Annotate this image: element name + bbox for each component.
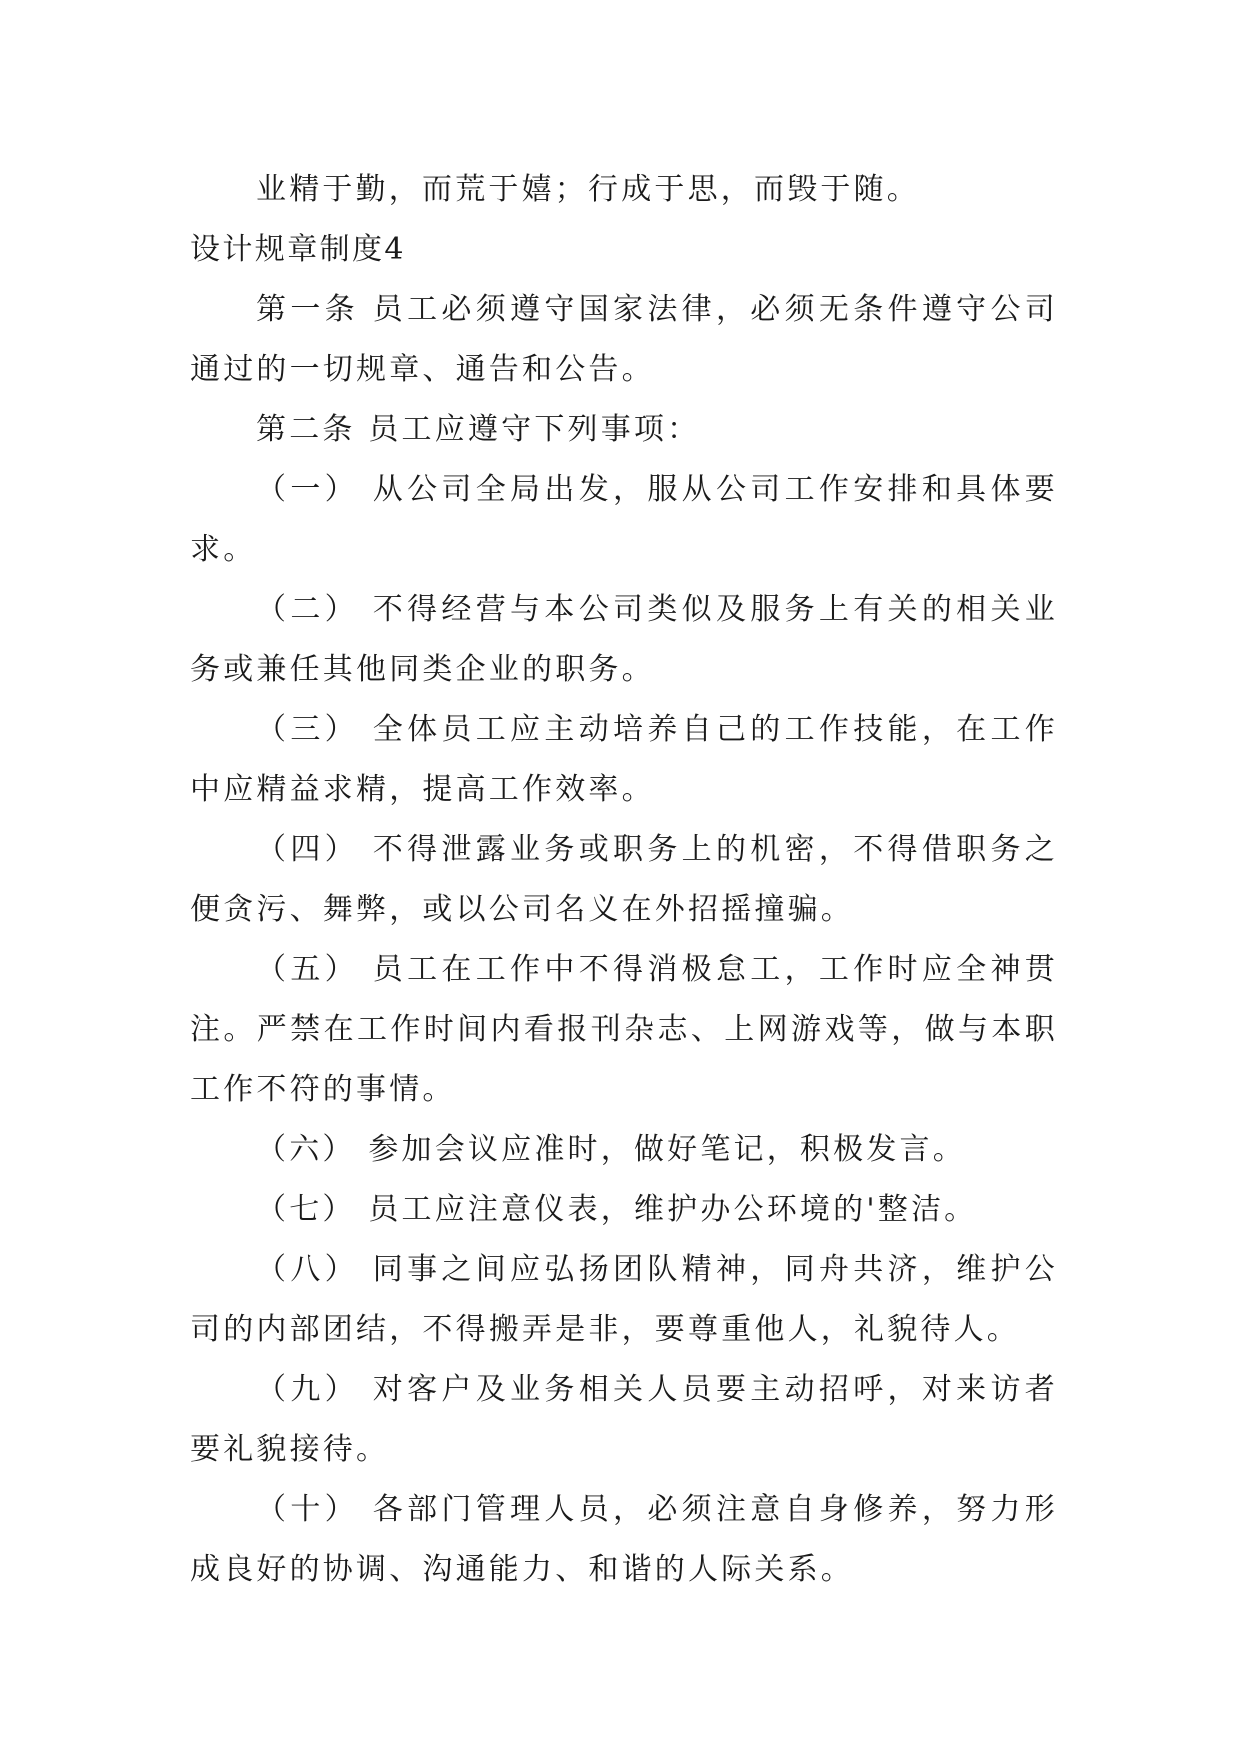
- item-9: （九） 对客户及业务相关人员要主动招呼，对来访者要礼貌接待。: [190, 1372, 1058, 1467]
- article-2: 第二条 员工应遵守下列事项：: [256, 412, 701, 447]
- item-5: （五） 员工在工作中不得消极怠工，工作时应全神贯注。严禁在工作时间内看报刊杂志、上网游戏等，做与本职工作不符的事情。: [190, 952, 1058, 1107]
- opening-line: 业精于勤，而荒于嬉；行成于思，而毁于随。: [256, 172, 920, 207]
- section-title: 设计规章制度4: [190, 232, 406, 267]
- item-6: （六） 参加会议应准时，做好笔记，积极发言。: [256, 1132, 966, 1167]
- item-7: （七） 员工应注意仪表，维护办公环境的'整洁。: [256, 1192, 978, 1227]
- article-1: 第一条 员工必须遵守国家法律，必须无条件遵守公司通过的一切规章、通告和公告。: [190, 292, 1058, 387]
- item-8: （八） 同事之间应弘扬团队精神，同舟共济，维护公司的内部团结，不得搬弄是非，要尊重他人，礼貌待人。: [190, 1252, 1058, 1347]
- item-3: （三） 全体员工应主动培养自己的工作技能，在工作中应精益求精，提高工作效率。: [190, 712, 1058, 807]
- item-1: （一） 从公司全局出发，服从公司工作安排和具体要求。: [190, 472, 1058, 567]
- item-10: （十） 各部门管理人员，必须注意自身修养，努力形成良好的协调、沟通能力、和谐的人际关系。: [190, 1492, 1058, 1587]
- item-4: （四） 不得泄露业务或职务上的机密，不得借职务之便贪污、舞弊，或以公司名义在外招摇撞骗。: [190, 832, 1058, 927]
- item-2: （二） 不得经营与本公司类似及服务上有关的相关业务或兼任其他同类企业的职务。: [190, 592, 1058, 687]
- document-page: [190, 160, 1058, 1600]
